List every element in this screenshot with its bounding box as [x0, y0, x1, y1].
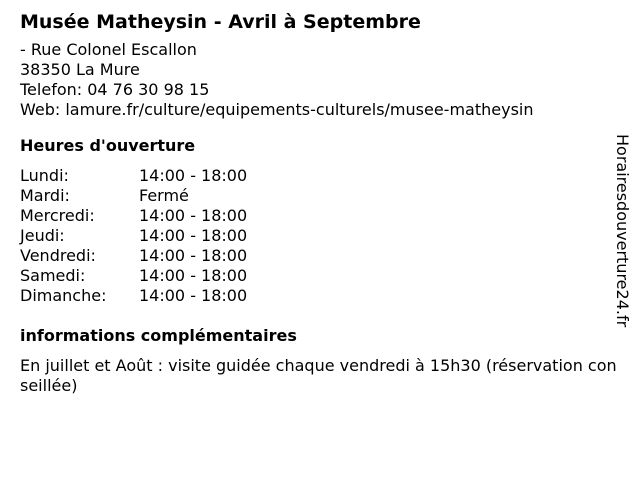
hours-day: Mardi:	[20, 186, 70, 205]
hours-day: Mercredi:	[20, 206, 95, 225]
hours-time: 14:00 - 18:00	[139, 166, 248, 185]
hours-table	[20, 166, 620, 306]
hours-time: 14:00 - 18:00	[139, 226, 248, 245]
hours-row-monday	[20, 166, 620, 186]
address-block	[20, 40, 620, 120]
address-phone: Telefon: 04 76 30 98 15	[20, 80, 210, 99]
hours-row-tuesday	[20, 186, 620, 206]
hours-time: 14:00 - 18:00	[139, 286, 248, 305]
hours-day: Samedi:	[20, 266, 86, 285]
hours-time: 14:00 - 18:00	[139, 246, 248, 265]
address-street: - Rue Colonel Escallon	[20, 40, 197, 59]
hours-row-saturday	[20, 266, 620, 286]
hours-row-friday	[20, 246, 620, 266]
hours-time: Fermé	[139, 186, 189, 205]
hours-row-thursday	[20, 226, 620, 246]
address-web: Web: lamure.fr/culture/equipements-culturels/musee-matheysin	[20, 100, 534, 119]
hours-time: 14:00 - 18:00	[139, 266, 248, 285]
address-city: 38350 La Mure	[20, 60, 140, 79]
hours-time: 14:00 - 18:00	[139, 206, 248, 225]
site-watermark: Horairesdouverture24.fr	[613, 134, 632, 328]
hours-day: Dimanche:	[20, 286, 107, 305]
hours-day: Jeudi:	[20, 226, 65, 245]
hours-row-wednesday	[20, 206, 620, 226]
hours-day: Lundi:	[20, 166, 69, 185]
hours-heading: Heures d'ouverture	[20, 136, 196, 155]
info-heading: informations complémentaires	[20, 326, 297, 345]
page-content	[20, 8, 620, 396]
page-title: Musée Matheysin - Avril à Septembre	[20, 11, 421, 33]
hours-row-sunday	[20, 286, 620, 306]
info-text: En juillet et Août : visite guidée chaque vendredi à 15h30 (réservation conseillée)	[20, 356, 617, 395]
hours-day: Vendredi:	[20, 246, 96, 265]
